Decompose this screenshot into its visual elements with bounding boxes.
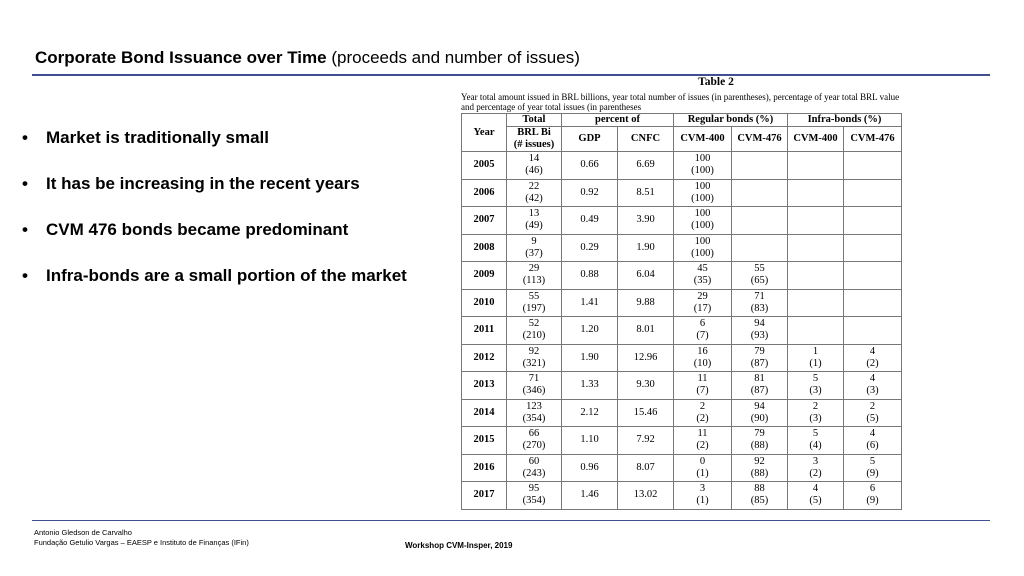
- cell-infra-cvm476: [844, 289, 902, 317]
- cell-regular-cvm400: [674, 234, 732, 262]
- cell-gdp: 2.12: [562, 399, 618, 427]
- cell-year: 2014: [462, 399, 507, 427]
- bullet-item: [22, 264, 422, 287]
- header-percent-of: percent of: [562, 114, 674, 127]
- table-row: [462, 179, 902, 207]
- footer-divider: [32, 520, 990, 521]
- cell-regular-cvm400-value: 16: [697, 345, 708, 357]
- cell-infra-cvm400-value: 5: [812, 373, 819, 385]
- cell-infra-cvm476: [844, 454, 902, 482]
- bullet-text: CVM 476 bonds became predominant: [46, 220, 349, 239]
- cell-infra-cvm476-value: 5: [869, 455, 876, 467]
- cell-regular-cvm476-value: 88: [754, 483, 765, 495]
- table-row: [462, 207, 902, 235]
- table-row: [462, 317, 902, 345]
- cell-regular-cvm400: [674, 152, 732, 180]
- cell-year: 2007: [462, 207, 507, 235]
- cell-infra-cvm400-value: 3: [812, 455, 819, 467]
- cell-total: [507, 179, 562, 207]
- cell-regular-cvm400-count: (1): [696, 495, 709, 507]
- cell-total-count: (321): [522, 357, 546, 369]
- cell-infra-cvm476: [844, 207, 902, 235]
- cell-regular-cvm400-count: (100): [691, 165, 714, 177]
- table-row: [462, 344, 902, 372]
- cell-regular-cvm400-value: 100: [694, 235, 711, 247]
- cell-gdp: 0.66: [562, 152, 618, 180]
- cell-regular-cvm400-count: (100): [691, 220, 714, 232]
- cell-regular-cvm400-count: (10): [693, 357, 712, 369]
- cell-total-value: 60: [528, 455, 540, 467]
- cell-gdp: 0.29: [562, 234, 618, 262]
- cell-total-value: 95: [528, 483, 540, 495]
- cell-infra-cvm476: [844, 234, 902, 262]
- header-infra-cvm476: CVM-476: [844, 127, 902, 152]
- header-brl-issues: [507, 127, 562, 152]
- cell-infra-cvm400-count: (3): [809, 412, 822, 424]
- header-total: Total: [507, 114, 562, 127]
- bullet-text: Infra-bonds are a small portion of the market: [46, 266, 407, 285]
- cell-total-count: (113): [522, 275, 546, 287]
- cell-regular-cvm400: [674, 317, 732, 345]
- cell-regular-cvm476: [732, 234, 788, 262]
- cell-year: 2013: [462, 372, 507, 400]
- cell-regular-cvm400-count: (100): [691, 247, 714, 259]
- cell-cnfc: 12.96: [618, 344, 674, 372]
- cell-total-value: 14: [528, 153, 540, 165]
- cell-total-value: 123: [526, 400, 542, 412]
- cell-gdp: 1.90: [562, 344, 618, 372]
- cell-infra-cvm400: [788, 427, 844, 455]
- cell-cnfc: 3.90: [618, 207, 674, 235]
- cell-infra-cvm400-value: 5: [812, 428, 819, 440]
- cell-cnfc: 8.07: [618, 454, 674, 482]
- cell-regular-cvm400-value: 11: [697, 428, 708, 440]
- cell-infra-cvm476-count: (9): [866, 495, 879, 507]
- cell-infra-cvm476-value: 4: [869, 428, 876, 440]
- cell-regular-cvm400: [674, 344, 732, 372]
- cell-regular-cvm400: [674, 399, 732, 427]
- cell-regular-cvm476-value: 79: [754, 345, 765, 357]
- cell-cnfc: 9.88: [618, 289, 674, 317]
- bond-issuance-table: [461, 113, 902, 510]
- header-regular-cvm400: CVM-400: [674, 127, 732, 152]
- slide-title-subtitle: (proceeds and number of issues): [331, 48, 580, 67]
- cell-infra-cvm476-value: 4: [869, 373, 876, 385]
- cell-regular-cvm400-value: 3: [699, 483, 706, 495]
- cell-total: [507, 344, 562, 372]
- cell-regular-cvm476-value: 71: [754, 290, 765, 302]
- cell-regular-cvm476-count: (87): [750, 357, 769, 369]
- cell-total-count: (346): [522, 385, 546, 397]
- header-brl-bi: BRL Bi: [517, 127, 551, 138]
- cell-total: [507, 152, 562, 180]
- bullet-list: [22, 126, 422, 310]
- footer-author: Antonio Gledson de Carvalho: [34, 528, 132, 537]
- cell-infra-cvm476: [844, 179, 902, 207]
- cell-regular-cvm476: [732, 289, 788, 317]
- cell-regular-cvm400: [674, 372, 732, 400]
- cell-regular-cvm476-count: (87): [750, 385, 769, 397]
- cell-total: [507, 427, 562, 455]
- cell-infra-cvm476: [844, 262, 902, 290]
- header-infra-bonds: Infra-bonds (%): [788, 114, 902, 127]
- header-issues: (# issues): [513, 139, 555, 150]
- header-cnfc: CNFC: [618, 127, 674, 152]
- cell-regular-cvm400: [674, 454, 732, 482]
- cell-regular-cvm400: [674, 207, 732, 235]
- cell-regular-cvm400-count: (2): [696, 440, 709, 452]
- cell-infra-cvm400: [788, 179, 844, 207]
- cell-infra-cvm400: [788, 207, 844, 235]
- cell-infra-cvm476: [844, 317, 902, 345]
- cell-total-count: (354): [522, 495, 546, 507]
- cell-regular-cvm476: [732, 454, 788, 482]
- cell-regular-cvm476: [732, 344, 788, 372]
- cell-regular-cvm476-count: (90): [750, 412, 769, 424]
- cell-total-count: (210): [522, 330, 546, 342]
- cell-infra-cvm400: [788, 262, 844, 290]
- cell-year: 2009: [462, 262, 507, 290]
- cell-gdp: 1.41: [562, 289, 618, 317]
- cell-total-value: 92: [528, 345, 540, 357]
- cell-cnfc: 7.92: [618, 427, 674, 455]
- cell-regular-cvm476-value: 94: [754, 400, 765, 412]
- cell-gdp: 0.88: [562, 262, 618, 290]
- cell-regular-cvm476-value: 94: [754, 318, 765, 330]
- cell-regular-cvm476-value: 55: [754, 263, 765, 275]
- cell-regular-cvm476: [732, 262, 788, 290]
- cell-year: 2011: [462, 317, 507, 345]
- header-infra-cvm400: CVM-400: [788, 127, 844, 152]
- slide-title: [35, 48, 580, 68]
- cell-regular-cvm400-count: (2): [696, 412, 709, 424]
- cell-cnfc: 1.90: [618, 234, 674, 262]
- cell-year: 2016: [462, 454, 507, 482]
- cell-infra-cvm476-count: (9): [866, 467, 879, 479]
- cell-infra-cvm476: [844, 399, 902, 427]
- cell-regular-cvm400-count: (100): [691, 192, 714, 204]
- cell-total: [507, 317, 562, 345]
- cell-gdp: 1.10: [562, 427, 618, 455]
- cell-regular-cvm400-count: (1): [696, 467, 709, 479]
- cell-year: 2006: [462, 179, 507, 207]
- cell-infra-cvm400-count: (1): [809, 357, 822, 369]
- cell-infra-cvm400-count: (3): [809, 385, 822, 397]
- cell-infra-cvm400-value: 4: [812, 483, 819, 495]
- cell-regular-cvm400-value: 100: [694, 153, 711, 165]
- cell-cnfc: 6.69: [618, 152, 674, 180]
- cell-infra-cvm400-value: 1: [812, 345, 819, 357]
- table-row: [462, 482, 902, 510]
- cell-total-value: 9: [531, 235, 537, 247]
- cell-infra-cvm476: [844, 152, 902, 180]
- cell-regular-cvm400: [674, 262, 732, 290]
- cell-infra-cvm476-count: (5): [866, 412, 879, 424]
- cell-regular-cvm476-value: 79: [754, 428, 765, 440]
- table-row: [462, 234, 902, 262]
- header-year: Year: [462, 114, 507, 152]
- cell-regular-cvm400-value: 45: [697, 263, 708, 275]
- cell-regular-cvm476-count: (85): [750, 495, 769, 507]
- footer-affiliation: Fundação Getulio Vargas – EAESP e Instituto de Finanças (IFin): [34, 538, 249, 547]
- cell-total-count: (46): [525, 165, 543, 177]
- cell-regular-cvm476-value: 81: [754, 373, 765, 385]
- cell-total-count: (243): [522, 467, 546, 479]
- cell-year: 2008: [462, 234, 507, 262]
- cell-regular-cvm476: [732, 372, 788, 400]
- cell-regular-cvm476: [732, 207, 788, 235]
- cell-gdp: 0.92: [562, 179, 618, 207]
- cell-regular-cvm400: [674, 289, 732, 317]
- cell-infra-cvm476-count: (3): [866, 385, 879, 397]
- bullet-text: It has be increasing in the recent years: [46, 174, 360, 193]
- table-body: [462, 152, 902, 510]
- cell-total-count: (354): [522, 412, 546, 424]
- bullet-item: [22, 126, 422, 149]
- table-title: Table 2: [698, 76, 734, 88]
- cell-regular-cvm400-count: (7): [696, 385, 709, 397]
- cell-infra-cvm476-count: (2): [866, 357, 879, 369]
- table-row: [462, 427, 902, 455]
- cell-infra-cvm400: [788, 317, 844, 345]
- cell-total: [507, 262, 562, 290]
- cell-infra-cvm400: [788, 152, 844, 180]
- cell-total-count: (37): [525, 247, 543, 259]
- cell-infra-cvm476: [844, 344, 902, 372]
- cell-regular-cvm400-value: 6: [699, 318, 706, 330]
- cell-infra-cvm476-value: 6: [869, 483, 876, 495]
- cell-gdp: 0.49: [562, 207, 618, 235]
- cell-infra-cvm476-value: 2: [869, 400, 876, 412]
- cell-infra-cvm400-value: 2: [812, 400, 819, 412]
- cell-infra-cvm400: [788, 482, 844, 510]
- cell-year: 2015: [462, 427, 507, 455]
- cell-gdp: 1.46: [562, 482, 618, 510]
- cell-regular-cvm476-count: (93): [750, 330, 769, 342]
- cell-regular-cvm476: [732, 179, 788, 207]
- cell-total-count: (49): [525, 220, 543, 232]
- cell-total-count: (42): [525, 192, 543, 204]
- cell-infra-cvm476-value: 4: [869, 345, 876, 357]
- cell-regular-cvm476: [732, 152, 788, 180]
- cell-regular-cvm400-value: 0: [699, 455, 706, 467]
- cell-regular-cvm400: [674, 179, 732, 207]
- footer-credits: [34, 528, 249, 548]
- cell-infra-cvm400: [788, 399, 844, 427]
- header-regular-bonds: Regular bonds (%): [674, 114, 788, 127]
- cell-total-value: 66: [528, 428, 540, 440]
- cell-regular-cvm476-value: 92: [754, 455, 765, 467]
- table-row: [462, 399, 902, 427]
- bullet-dot: •: [22, 174, 28, 193]
- cell-year: 2012: [462, 344, 507, 372]
- cell-total-value: 22: [528, 180, 540, 192]
- cell-total: [507, 234, 562, 262]
- cell-infra-cvm400: [788, 234, 844, 262]
- cell-regular-cvm400-value: 2: [699, 400, 706, 412]
- cell-regular-cvm400-value: 100: [694, 208, 711, 220]
- cell-total: [507, 372, 562, 400]
- cell-infra-cvm400-count: (5): [809, 495, 822, 507]
- cell-infra-cvm476: [844, 482, 902, 510]
- cell-total-value: 71: [528, 373, 540, 385]
- header-gdp: GDP: [562, 127, 618, 152]
- table-row: [462, 152, 902, 180]
- cell-total-value: 52: [528, 318, 540, 330]
- table-row: [462, 454, 902, 482]
- cell-cnfc: 6.04: [618, 262, 674, 290]
- cell-cnfc: 13.02: [618, 482, 674, 510]
- title-divider: [32, 74, 990, 76]
- table-row: [462, 262, 902, 290]
- bullet-text: Market is traditionally small: [46, 128, 269, 147]
- cell-infra-cvm400: [788, 289, 844, 317]
- bullet-dot: •: [22, 266, 28, 285]
- cell-total-value: 29: [528, 263, 540, 275]
- cell-regular-cvm476: [732, 427, 788, 455]
- header-regular-cvm476: CVM-476: [732, 127, 788, 152]
- cell-infra-cvm400: [788, 372, 844, 400]
- cell-year: 2005: [462, 152, 507, 180]
- cell-year: 2010: [462, 289, 507, 317]
- footer-event: Workshop CVM-Insper, 2019: [405, 541, 513, 550]
- cell-total: [507, 289, 562, 317]
- cell-regular-cvm400-value: 11: [697, 373, 708, 385]
- cell-infra-cvm476: [844, 427, 902, 455]
- cell-regular-cvm476: [732, 317, 788, 345]
- table-row: [462, 372, 902, 400]
- table-caption: Year total amount issued in BRL billions, year total number of issues (in parentheses), percentage of year total BRL value and percentage of year total issues (in parentheses: [461, 92, 900, 112]
- cell-total: [507, 454, 562, 482]
- cell-regular-cvm476: [732, 482, 788, 510]
- cell-cnfc: 8.01: [618, 317, 674, 345]
- cell-total: [507, 207, 562, 235]
- cell-infra-cvm400: [788, 344, 844, 372]
- cell-regular-cvm400-value: 100: [694, 180, 711, 192]
- cell-infra-cvm400-count: (2): [809, 467, 822, 479]
- cell-regular-cvm476: [732, 399, 788, 427]
- cell-gdp: 0.96: [562, 454, 618, 482]
- cell-infra-cvm476: [844, 372, 902, 400]
- cell-cnfc: 15.46: [618, 399, 674, 427]
- cell-regular-cvm476-count: (83): [750, 302, 769, 314]
- cell-regular-cvm400-value: 29: [697, 290, 708, 302]
- cell-regular-cvm400: [674, 482, 732, 510]
- cell-regular-cvm400-count: (17): [693, 302, 712, 314]
- cell-regular-cvm476-count: (88): [750, 467, 769, 479]
- cell-total: [507, 482, 562, 510]
- cell-total: [507, 399, 562, 427]
- cell-year: 2017: [462, 482, 507, 510]
- bullet-dot: •: [22, 220, 28, 239]
- cell-total-count: (197): [522, 302, 546, 314]
- table-row: [462, 289, 902, 317]
- cell-total-value: 13: [528, 208, 540, 220]
- cell-total-value: 55: [528, 290, 540, 302]
- bullet-dot: •: [22, 128, 28, 147]
- cell-cnfc: 8.51: [618, 179, 674, 207]
- cell-infra-cvm400-count: (4): [809, 440, 822, 452]
- cell-regular-cvm400: [674, 427, 732, 455]
- cell-cnfc: 9.30: [618, 372, 674, 400]
- cell-total-count: (270): [522, 440, 546, 452]
- cell-infra-cvm476-count: (6): [866, 440, 879, 452]
- cell-regular-cvm400-count: (7): [696, 330, 709, 342]
- cell-regular-cvm476-count: (65): [750, 275, 769, 287]
- bullet-item: [22, 218, 422, 241]
- cell-infra-cvm400: [788, 454, 844, 482]
- cell-regular-cvm400-count: (35): [693, 275, 712, 287]
- cell-regular-cvm476-count: (88): [750, 440, 769, 452]
- bullet-item: [22, 172, 422, 195]
- cell-gdp: 1.20: [562, 317, 618, 345]
- slide-title-main: Corporate Bond Issuance over Time: [35, 48, 327, 67]
- cell-gdp: 1.33: [562, 372, 618, 400]
